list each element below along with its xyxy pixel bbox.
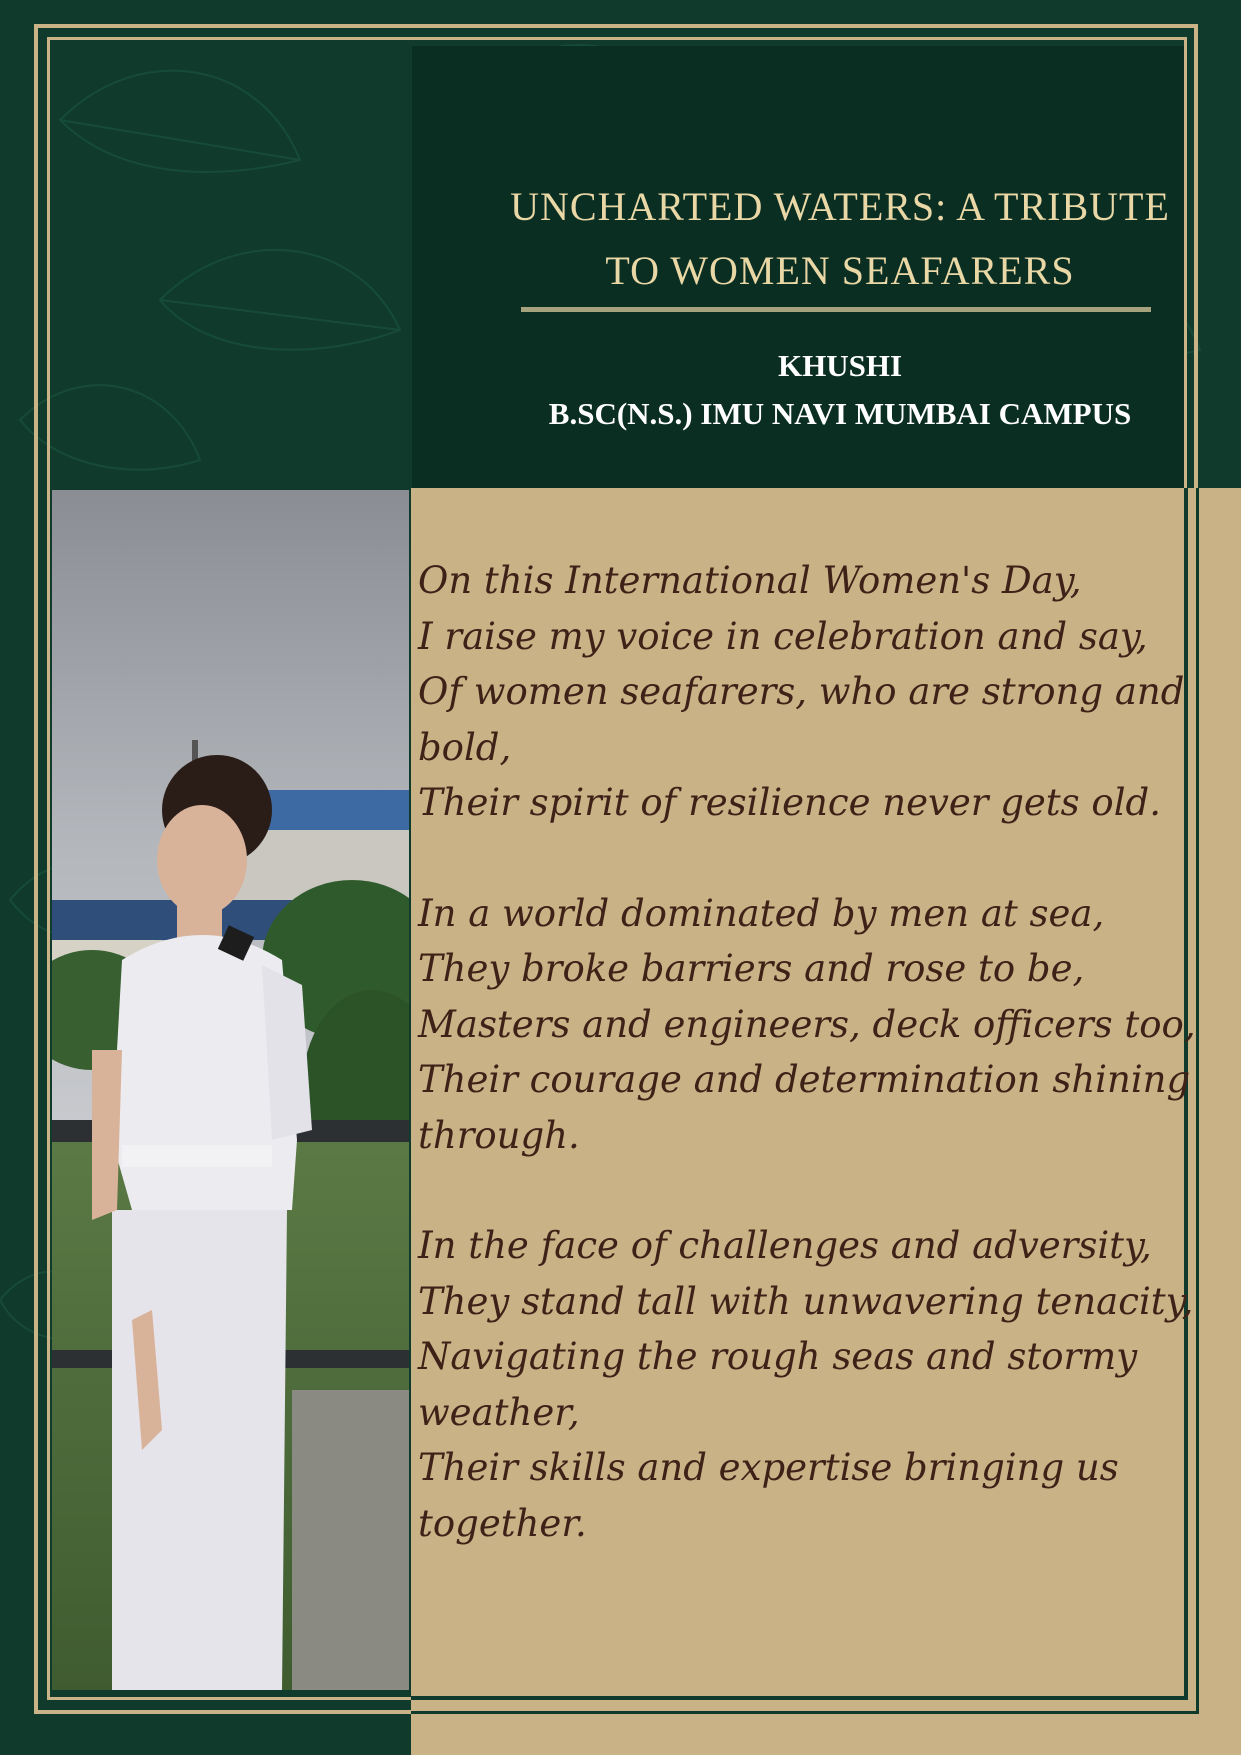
poem-panel-border-right-outer — [1196, 488, 1199, 1714]
poem-panel-border-bottom — [411, 1696, 1188, 1700]
poem-line: together. — [418, 1501, 587, 1545]
poem-panel-border-bottom-outer — [411, 1711, 1199, 1714]
poem-line: In a world dominated by men at sea, — [418, 891, 1105, 935]
poem-line: weather, — [418, 1390, 580, 1434]
poem-stanza-2 — [418, 886, 1196, 1164]
poem-line: Navigating the rough seas and stormy — [418, 1335, 1138, 1378]
poem-line: On this International Women's Day, — [418, 559, 1082, 602]
poem-line: Of women seafarers, who are strong and — [418, 670, 1185, 713]
poem-stanza-3 — [418, 1218, 1194, 1551]
poem-body — [418, 553, 1196, 1606]
poem-line: Their courage and determination shining — [418, 1058, 1191, 1101]
poem-stanza-1 — [418, 553, 1188, 831]
poem-line: bold, — [418, 725, 512, 769]
poem-line: Masters and engineers, deck officers too, — [418, 1002, 1196, 1046]
poem-title — [500, 175, 1180, 303]
poem-line: I raise my voice in celebration and say, — [418, 614, 1148, 658]
title-divider — [521, 307, 1151, 312]
poem-line: through. — [418, 1113, 580, 1157]
title-line-2: TO WOMEN SEAFARERS — [605, 248, 1075, 293]
poem-line: They broke barriers and rose to be, — [418, 947, 1085, 990]
poem-line: Their skills and expertise bringing us — [418, 1446, 1119, 1489]
author-name: KHUSHI — [777, 348, 903, 383]
poem-line: In the face of challenges and adversity, — [418, 1224, 1152, 1267]
author-affiliation: B.SC(N.S.) IMU NAVI MUMBAI CAMPUS — [548, 396, 1132, 431]
title-line-1: UNCHARTED WATERS: A TRIBUTE — [510, 184, 1170, 229]
portrait-photo — [52, 490, 409, 1690]
poem-line: They stand tall with unwavering tenacity, — [418, 1279, 1194, 1323]
poem-line: Their spirit of resilience never gets old. — [418, 781, 1161, 824]
